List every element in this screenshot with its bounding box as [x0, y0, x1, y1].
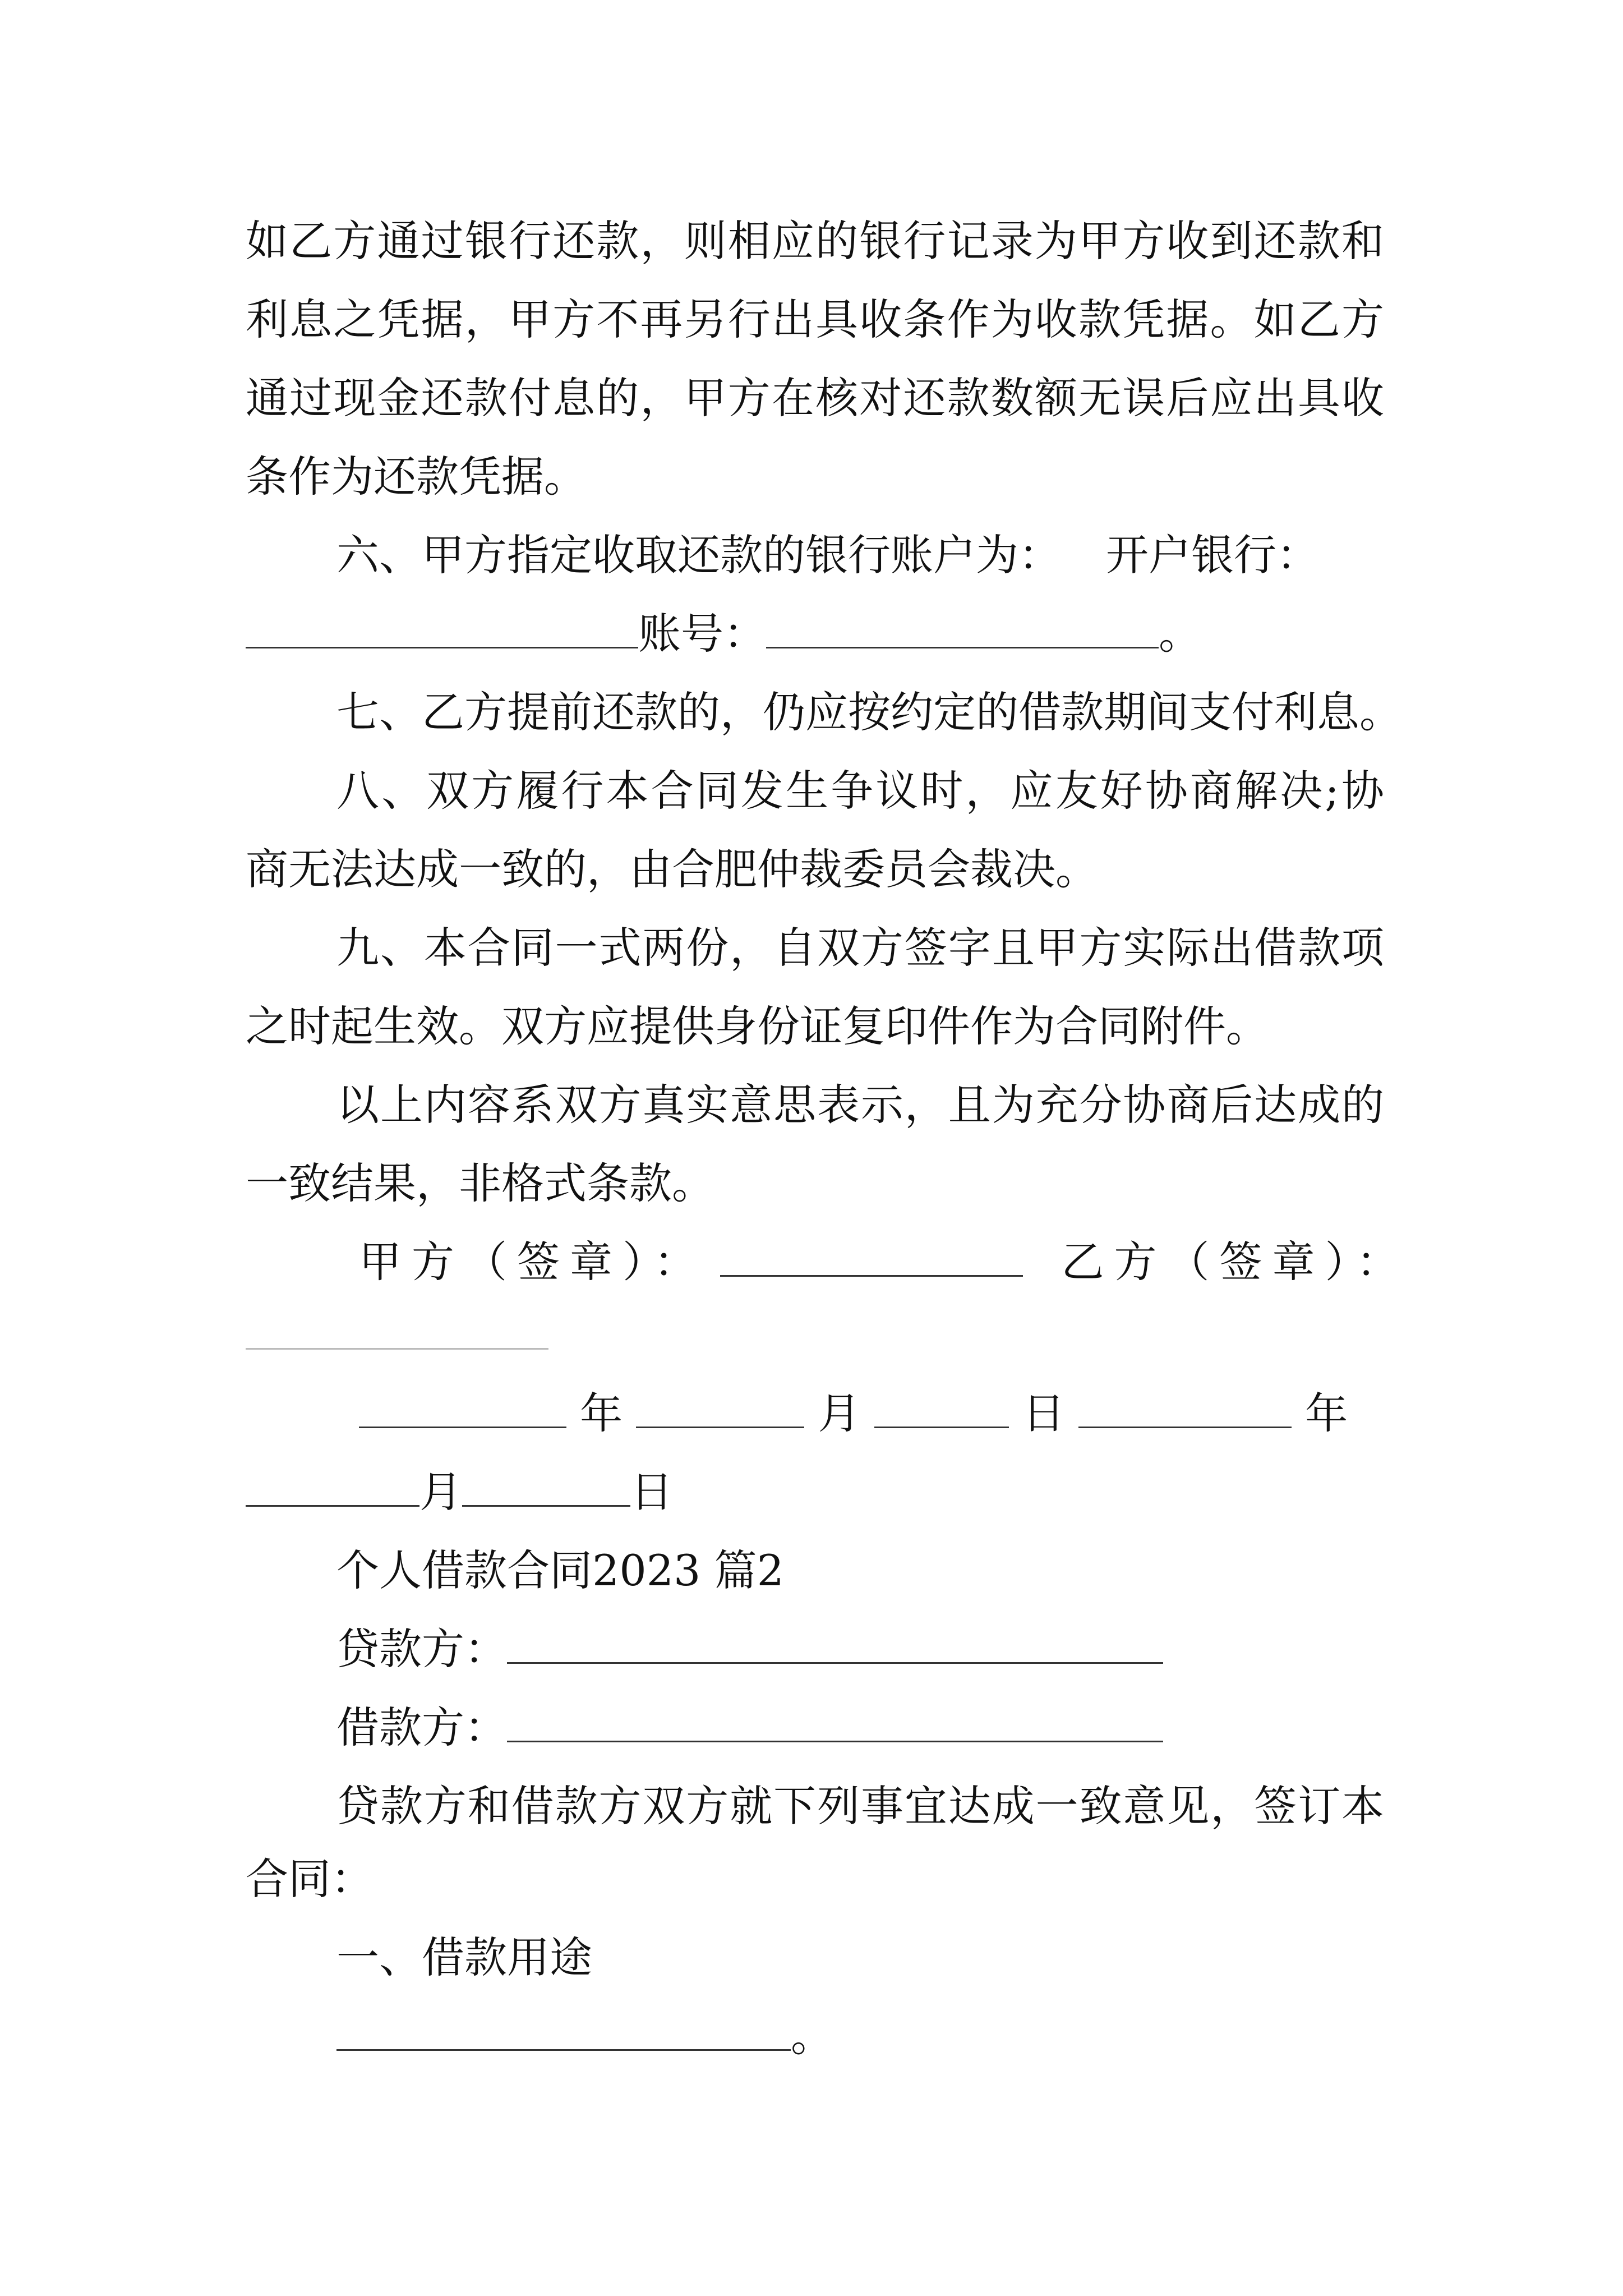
party-b-day-label: 日 — [630, 1467, 673, 1517]
party-b-day-blank[interactable] — [462, 1466, 630, 1507]
para-10-line-1: 以上内容系双方真实意思表示，且为充分协商后达成的 — [336, 1080, 1384, 1130]
para-6-line-2 — [246, 606, 1201, 662]
para-5-line-4: 条作为还款凭据。 — [246, 452, 587, 501]
party-b-year-label: 年 — [1305, 1388, 1348, 1438]
lender-row — [336, 1621, 1163, 1677]
party-b-signature-blank[interactable] — [246, 1309, 548, 1350]
party-a-signature-label: 甲方（签章）： — [359, 1237, 707, 1287]
borrower-blank[interactable] — [507, 1701, 1163, 1742]
borrower-row — [336, 1700, 1163, 1756]
loan-purpose-end-mark: 。 — [791, 2011, 833, 2061]
para-6-line-1 — [336, 527, 1384, 583]
para-10-line-2: 一致结果，非格式条款。 — [246, 1158, 714, 1208]
party-a-day-blank[interactable] — [874, 1387, 1009, 1428]
lender-label: 贷款方： — [336, 1624, 507, 1674]
para-9-line-1: 九、本合同一式两份，自双方签字且甲方实际出借款项 — [336, 923, 1384, 973]
signature-row — [359, 1234, 1409, 1290]
bank-name-blank[interactable] — [246, 608, 638, 648]
party-b-month-blank[interactable] — [246, 1466, 419, 1507]
lender-blank[interactable] — [507, 1623, 1163, 1664]
party-a-month-blank[interactable] — [636, 1387, 804, 1428]
para-9-line-2: 之时起生效。双方应提供身份证复印件作为合同附件。 — [246, 1001, 1269, 1051]
section-2-title: 个人借款合同2023 篇2 — [336, 1545, 784, 1595]
section-2-intro-line-2: 合同： — [246, 1854, 374, 1904]
loan-purpose-blank[interactable] — [336, 2010, 791, 2051]
para-5-line-1: 如乙方通过银行还款，则相应的银行记录为甲方收到还款和 — [246, 216, 1384, 266]
party-b-signature-line — [246, 1307, 548, 1363]
para-5-line-3: 通过现金还款付息的，甲方在核对还款数额无误后应出具收 — [246, 373, 1384, 423]
loan-purpose-row — [336, 2008, 833, 2064]
party-a-year-blank[interactable] — [359, 1387, 566, 1428]
section-2-intro-line-1: 贷款方和借款方双方就下列事宜达成一致意见，签订本 — [336, 1781, 1384, 1831]
party-a-year-label: 年 — [580, 1388, 623, 1438]
party-a-day-label: 日 — [1022, 1388, 1065, 1438]
borrower-label: 借款方： — [336, 1703, 507, 1752]
date-row-b — [246, 1464, 673, 1520]
date-row-a — [359, 1386, 1384, 1442]
para-7: 七、乙方提前还款的，仍应按约定的借款期间支付利息。 — [336, 687, 1402, 737]
bank-account-lead: 六、甲方指定收取还款的银行账户为： — [336, 530, 1061, 580]
para-8-line-2: 商无法达成一致的，由合肥仲裁委员会裁决。 — [246, 844, 1098, 894]
party-b-month-label: 月 — [419, 1467, 462, 1517]
party-b-signature-label: 乙方（签章）： — [1061, 1237, 1409, 1287]
account-number-label: 账号： — [638, 609, 766, 659]
account-number-blank[interactable] — [766, 608, 1159, 648]
para-5-line-2: 利息之凭据，甲方不再另行出具收条作为收款凭据。如乙方 — [246, 295, 1384, 344]
para-8-line-1: 八、双方履行本合同发生争议时，应友好协商解决;协 — [336, 766, 1384, 816]
account-end-mark: 。 — [1159, 609, 1201, 659]
party-a-month-label: 月 — [818, 1388, 861, 1438]
loan-purpose-heading: 一、借款用途 — [336, 1932, 592, 1982]
party-a-signature-blank[interactable] — [720, 1236, 1023, 1277]
party-b-year-blank[interactable] — [1078, 1387, 1292, 1428]
bank-name-label: 开户银行： — [1106, 530, 1319, 580]
